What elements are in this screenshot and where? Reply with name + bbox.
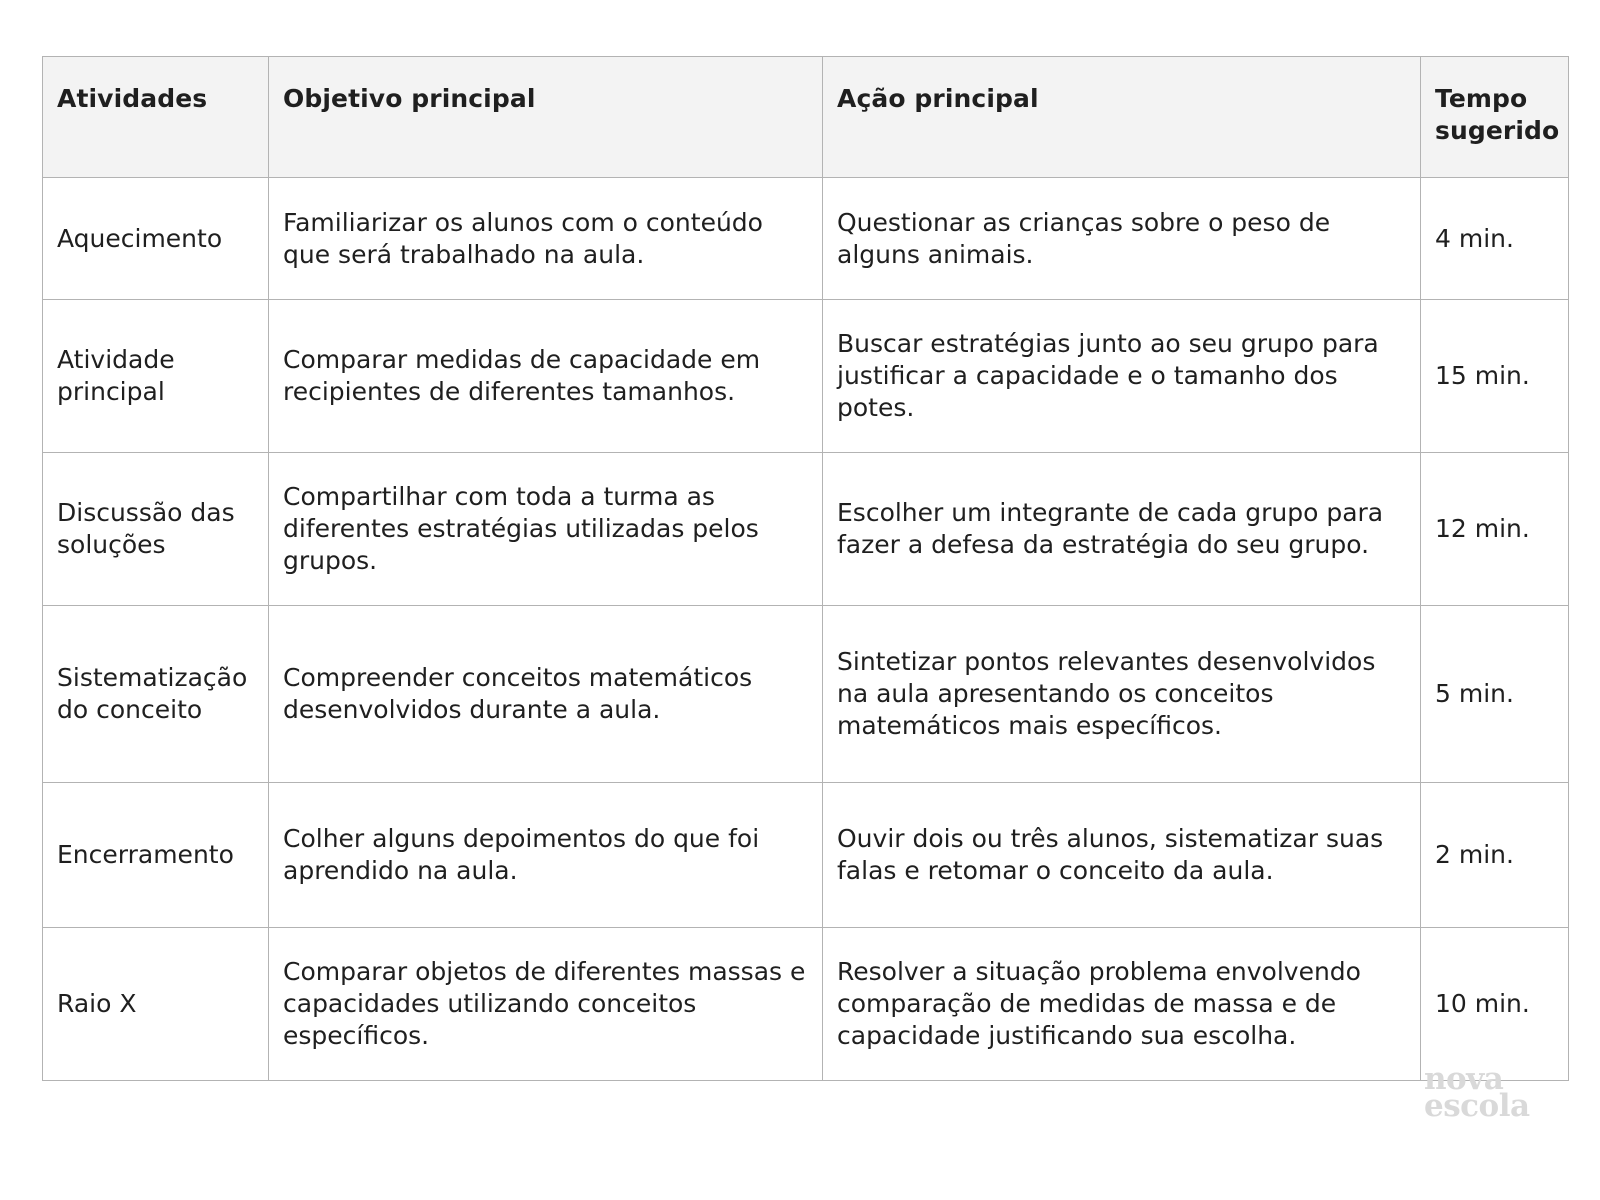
cell-acao: Questionar as crianças sobre o peso de alguns animais. (823, 178, 1421, 300)
cell-objetivo: Colher alguns depoimentos do que foi aprendido na aula. (269, 783, 823, 928)
nova-escola-logo (1424, 1061, 1548, 1124)
cell-atividade: Encerramento (43, 783, 269, 928)
cell-objetivo: Compreender conceitos matemáticos desenvolvidos durante a aula. (269, 606, 823, 783)
cell-objetivo: Comparar objetos de diferentes massas e capacidades utilizando conceitos específicos. (269, 928, 823, 1081)
cell-atividade: Discussão das soluções (43, 453, 269, 606)
cell-objetivo: Familiarizar os alunos com o conteúdo que será trabalhado na aula. (269, 178, 823, 300)
cell-acao: Ouvir dois ou três alunos, sistematizar suas falas e retomar o conceito da aula. (823, 783, 1421, 928)
table-header (43, 57, 1569, 178)
cell-acao: Escolher um integrante de cada grupo para fazer a defesa da estratégia do seu grupo. (823, 453, 1421, 606)
table-row (43, 453, 1569, 606)
table-row (43, 928, 1569, 1081)
cell-atividade: Atividade principal (43, 300, 269, 453)
logo-line-nova: nova (1424, 1061, 1504, 1097)
header-acao-principal: Ação principal (823, 57, 1421, 178)
cell-tempo: 15 min. (1421, 300, 1569, 453)
table-row (43, 178, 1569, 300)
cell-atividade: Raio X (43, 928, 269, 1081)
cell-tempo: 12 min. (1421, 453, 1569, 606)
cell-tempo: 10 min. (1421, 928, 1569, 1081)
table-row (43, 300, 1569, 453)
cell-tempo: 4 min. (1421, 178, 1569, 300)
cell-acao: Buscar estratégias junto ao seu grupo para justificar a capacidade e o tamanho dos potes. (823, 300, 1421, 453)
cell-tempo: 2 min. (1421, 783, 1569, 928)
header-tempo-sugerido: Tempo sugerido (1421, 57, 1569, 178)
table-row (43, 783, 1569, 928)
header-atividades: Atividades (43, 57, 269, 178)
table-row (43, 606, 1569, 783)
cell-objetivo: Compartilhar com toda a turma as diferentes estratégias utilizadas pelos grupos. (269, 453, 823, 606)
cell-tempo: 5 min. (1421, 606, 1569, 783)
cell-atividade: Aquecimento (43, 178, 269, 300)
header-objetivo-principal: Objetivo principal (269, 57, 823, 178)
cell-acao: Sintetizar pontos relevantes desenvolvidos na aula apresentando os conceitos matemáticos mais específicos. (823, 606, 1421, 783)
table-body (43, 178, 1569, 1081)
cell-objetivo: Comparar medidas de capacidade em recipientes de diferentes tamanhos. (269, 300, 823, 453)
lesson-plan-table (42, 56, 1569, 1081)
cell-atividade: Sistematização do conceito (43, 606, 269, 783)
logo-line-escola: escola (1424, 1088, 1530, 1124)
header-row (43, 57, 1569, 178)
cell-acao: Resolver a situação problema envolvendo comparação de medidas de massa e de capacidade justificando sua escolha. (823, 928, 1421, 1081)
